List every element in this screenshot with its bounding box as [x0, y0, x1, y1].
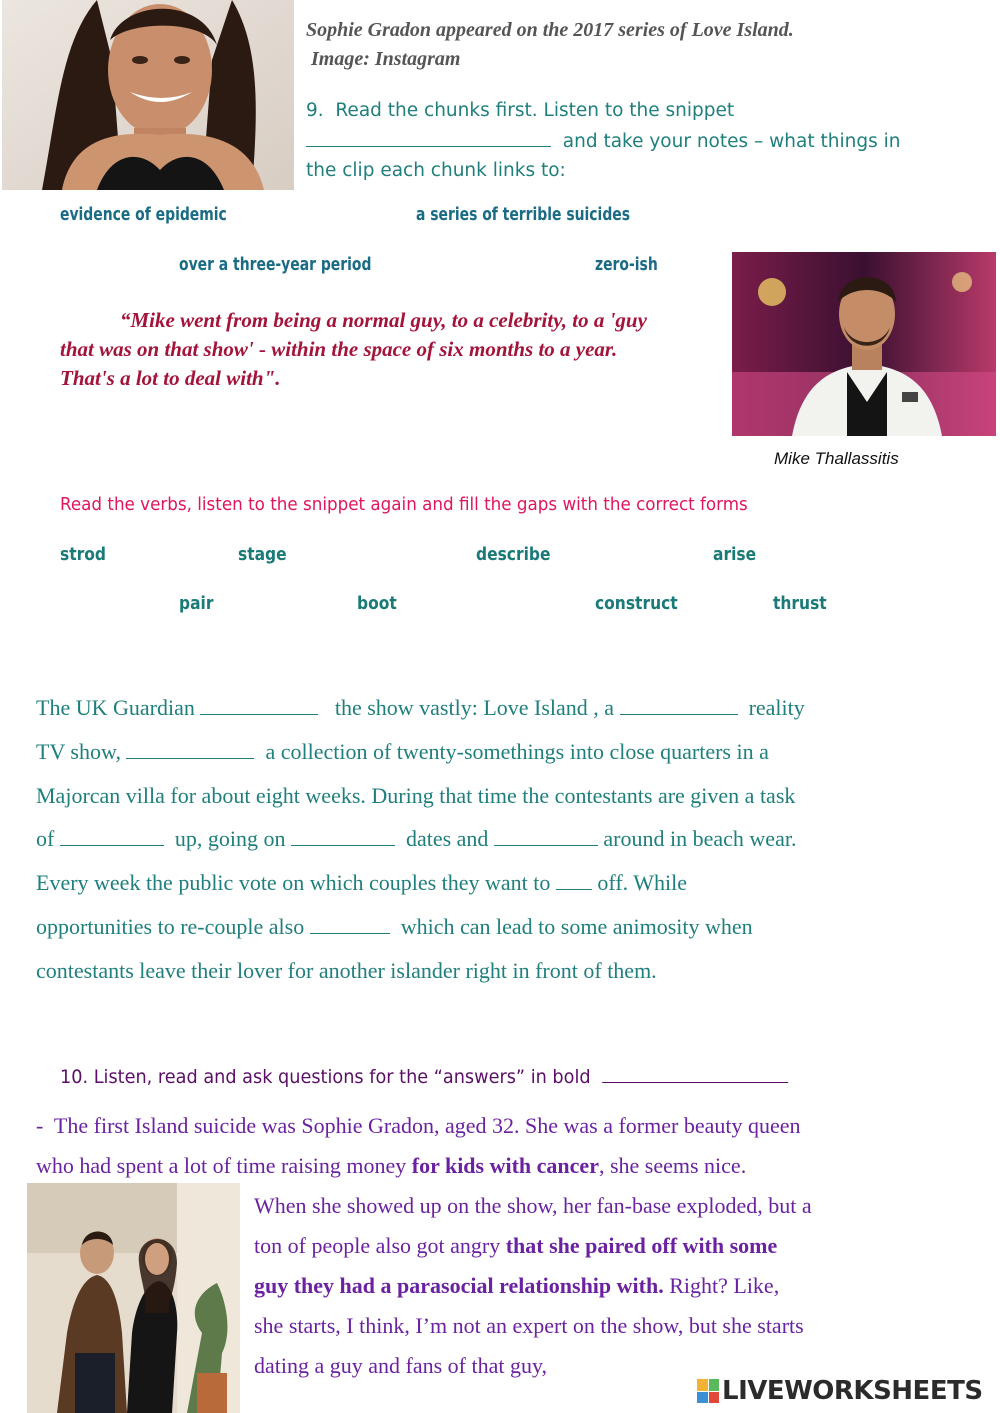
story-intro: - The first Island suicide was Sophie Gradon, aged 32. She was a former beauty queen who had spent a lot of time raising money for kids with cancer, she seems nice. — [36, 1113, 801, 1178]
couple-photo — [27, 1183, 240, 1413]
verb-item: construct — [595, 593, 678, 614]
gap-input-7[interactable] — [556, 869, 592, 890]
verb-item: describe — [476, 544, 551, 565]
task9-line1: 9. Read the chunks first. Listen to the snippet — [306, 100, 735, 121]
answer-blank-9[interactable] — [306, 126, 551, 147]
photo-caption-top: Sophie Gradon appeared on the 2017 series of Love Island. Image: Instagram — [306, 19, 794, 70]
verb-item: thrust — [773, 593, 827, 614]
liveworksheets-logo-icon — [697, 1379, 719, 1403]
gap-input-8[interactable] — [310, 913, 390, 934]
bold-answer: that she paired off with some — [505, 1233, 778, 1258]
verbs-instruction: Read the verbs, listen to the snippet again and fill the gaps with the correct forms — [60, 494, 748, 515]
chunk-item: evidence of epidemic — [60, 204, 227, 225]
mike-photo-caption: Mike Thallassitis — [774, 449, 899, 468]
gap-input-5[interactable] — [291, 825, 395, 846]
verb-item: stage — [238, 544, 287, 565]
bold-answer: for kids with cancer — [411, 1153, 599, 1178]
liveworksheets-logo: LIVEWORKSHEETS — [697, 1376, 983, 1406]
mike-thallassitis-photo — [732, 252, 996, 436]
gap-input-2[interactable] — [620, 694, 738, 715]
verb-item: strod — [60, 544, 106, 565]
gap-input-6[interactable] — [494, 825, 598, 846]
gap-input-3[interactable] — [126, 738, 254, 759]
sophie-gradon-photo — [2, 0, 294, 190]
gap-input-4[interactable] — [60, 825, 164, 846]
task9-instructions: 9. Read the chunks first. Listen to the snippet and take your notes – what things in the clip each chunk links to: — [306, 100, 901, 181]
verb-item: arise — [713, 544, 757, 565]
chunk-item: zero-ish — [595, 254, 658, 275]
bold-answer: guy they had a parasocial relationship with. — [254, 1273, 664, 1298]
mike-quote: “Mike went from being a normal guy, to a celebrity, to a 'guy that was on that show' - within the space of six months to a year. That's a lot to deal with". — [60, 308, 647, 390]
gap-fill-paragraph: The UK Guardian the show vastly: Love Island , a reality TV show, a collection of twenty-somethings into close quarters in a Majorcan villa for about eight weeks. During that time the contestants are given a task of up, going on dates and around in beach wear. Every week the public vote on which couples they want to off. While opportunities to re-couple also which can lead to some animosity when contestants leave their lover for another islander right in front of them. — [36, 695, 805, 983]
answer-blank-10[interactable] — [602, 1064, 788, 1083]
gap-input-1[interactable] — [200, 694, 318, 715]
chunk-item: over a three-year period — [179, 254, 372, 275]
story-body: When she showed up on the show, her fan-base exploded, but a ton of people also got angry that she paired off with some guy they had a parasocial relationship with. Right? Like, she starts, I think, I’m not an expert on the show, but she starts dating a guy and fans of that guy, — [254, 1193, 812, 1378]
task10-title: 10. Listen, read and ask questions for the “answers” in bold — [60, 1064, 788, 1088]
verb-item: boot — [357, 593, 397, 614]
verb-item: pair — [179, 593, 214, 614]
chunk-item: a series of terrible suicides — [416, 204, 631, 225]
